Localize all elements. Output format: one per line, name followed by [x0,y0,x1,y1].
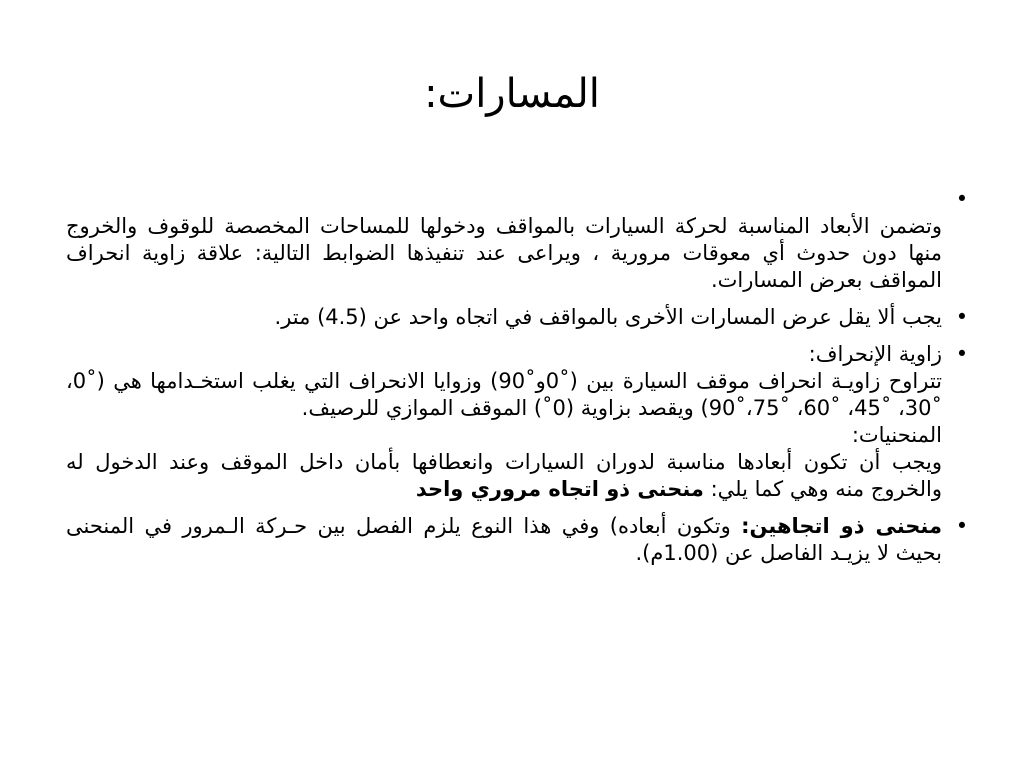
bullet-icon: • [955,187,969,211]
bullet-text-plain: ويجب أن تكون أبعادها مناسبة لدوران السيارات وانعطافها بأمان داخل الموقف وعند الدخول له والخروج منه وهي كما يلي: [66,450,942,501]
bullet-text: تتراوح زاويـة انحراف موقف السيارة بين (˚0و˚90) وزوايا الانحراف التي يغلب استخـدامها هي (˚0، ˚30، ˚45، ˚60، ˚75،˚90) ويقصد بزاوية (0˚) الموقف الموازي للرصيف. [66,369,943,420]
bullet-icon: • [955,342,969,366]
list-item [66,186,969,294]
list-item [66,513,969,567]
bullet-icon: • [955,514,969,538]
bullet-text [66,449,942,503]
bullet-list [66,186,969,567]
bullet-text: وتضمن الأبعاد المناسبة لحركة السيارات بالمواقف ودخولها للمساحات المخصصة للوقوف والخروج منها دون حدوث أي معوقات مرورية ، ويراعى عند تنفيذها الضوابط التالية: علاقة زاوية انحراف المواقف بعرض المسارات. [66,214,942,292]
bullet-text: المنحنيات: [851,423,942,447]
bullet-text-bold: منحنى ذو اتجاه مروري واحد [415,477,704,501]
list-item [66,341,969,503]
bullet-text-bold: منحنى ذو اتجاهين: [741,514,943,538]
bullet-text [66,513,942,567]
bullet-text: زاوية الإنحراف: [808,342,942,366]
bullet-text-plain: وتكون أبعاده) وفي هذا النوع يلزم الفصل بين حـركة الـمرور في المنحنى بحيث لا يزيـد الفاصل عن (1.00م). [66,514,942,565]
list-item [66,304,969,331]
bullet-icon: • [955,305,969,329]
slide-content [66,186,969,577]
bullet-text: يجب ألا يقل عرض المسارات الأخرى بالمواقف في اتجاه واحد عن (4.5) متر. [274,305,942,329]
bullet-text [66,186,942,213]
slide-title: المسارات: [424,71,600,117]
